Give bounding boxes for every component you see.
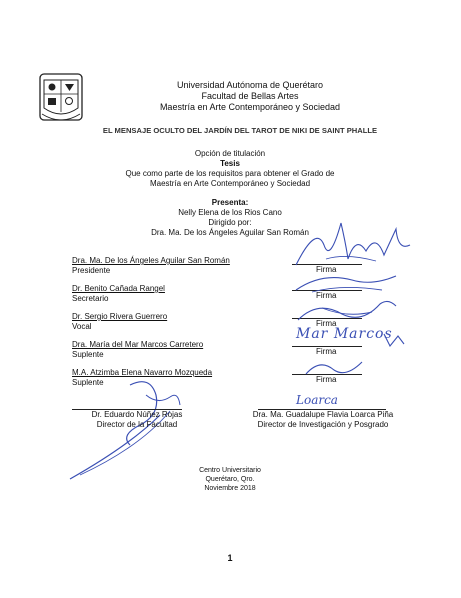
option-tesis: Tesis bbox=[220, 159, 240, 168]
member-role: Presidente bbox=[72, 266, 111, 275]
member-name: Dr. Sergio Rivera Guerrero bbox=[72, 312, 168, 321]
director-research-role: Director de Investigación y Posgrado bbox=[257, 420, 389, 429]
university-seal bbox=[38, 72, 84, 124]
firma-label: Firma bbox=[316, 291, 337, 300]
footer-location: Centro Universitario bbox=[199, 467, 261, 474]
committee-member bbox=[72, 312, 167, 332]
signature-loarca: Loarca bbox=[296, 393, 338, 407]
member-role: Suplente bbox=[72, 350, 104, 359]
committee-member bbox=[72, 284, 165, 304]
option-degree: Maestría en Arte Contemporáneo y Sociedad bbox=[149, 179, 311, 188]
member-role: Vocal bbox=[72, 322, 92, 331]
signature-secretary bbox=[292, 268, 402, 298]
committee-member bbox=[72, 340, 203, 360]
director-research-name: Dra. Ma. Guadalupe Flavia Loarca Piña bbox=[252, 410, 394, 419]
firma-label: Firma bbox=[316, 347, 337, 356]
footer-city: Querétaro, Qro. bbox=[205, 476, 255, 483]
program-name: Maestría en Arte Contemporáneo y Sociedad bbox=[159, 102, 341, 112]
signature-marcos: Mar Marcos bbox=[296, 326, 393, 342]
signature-vocal bbox=[292, 294, 402, 326]
member-role: Secretario bbox=[72, 294, 109, 303]
author-name: Nelly Elena de los Rios Cano bbox=[178, 208, 282, 217]
director-faculty-name: Dr. Eduardo Núñez Rojas bbox=[91, 410, 183, 419]
committee-member bbox=[72, 368, 212, 388]
directed-label: Dirigido por: bbox=[208, 218, 252, 227]
footer-date: Noviembre 2018 bbox=[204, 485, 256, 492]
committee-member bbox=[72, 256, 230, 276]
thesis-title: EL MENSAJE OCULTO DEL JARDÍN DEL TAROT DE NIKI DE SAINT PHALLE bbox=[102, 126, 378, 135]
presenta-label: Presenta: bbox=[211, 198, 249, 207]
firma-label: Firma bbox=[316, 375, 337, 384]
page-number: 1 bbox=[227, 553, 233, 563]
member-name: Dra. Ma. De los Ángeles Aguilar San Román bbox=[72, 256, 230, 265]
firma-label: Firma bbox=[316, 319, 337, 328]
option-requirements: Que como parte de los requisitos para obtener el Grado de bbox=[125, 169, 335, 178]
firma-label: Firma bbox=[316, 265, 337, 274]
director-name: Dra. Ma. De los Ángeles Aguilar San Román bbox=[151, 228, 309, 237]
member-name: Dra. María del Mar Marcos Carretero bbox=[72, 340, 204, 349]
director-faculty-role: Director de la Facultad bbox=[96, 420, 178, 429]
option-line: Opción de titulación bbox=[194, 149, 266, 158]
university-name: Universidad Autónoma de Querétaro bbox=[176, 80, 324, 90]
member-name: Dr. Benito Cañada Rangel bbox=[72, 284, 165, 293]
member-name: M.A. Atzimba Elena Navarro Mozqueda bbox=[72, 368, 213, 377]
faculty-name: Facultad de Bellas Artes bbox=[201, 91, 299, 101]
member-role: Suplente bbox=[72, 378, 104, 387]
